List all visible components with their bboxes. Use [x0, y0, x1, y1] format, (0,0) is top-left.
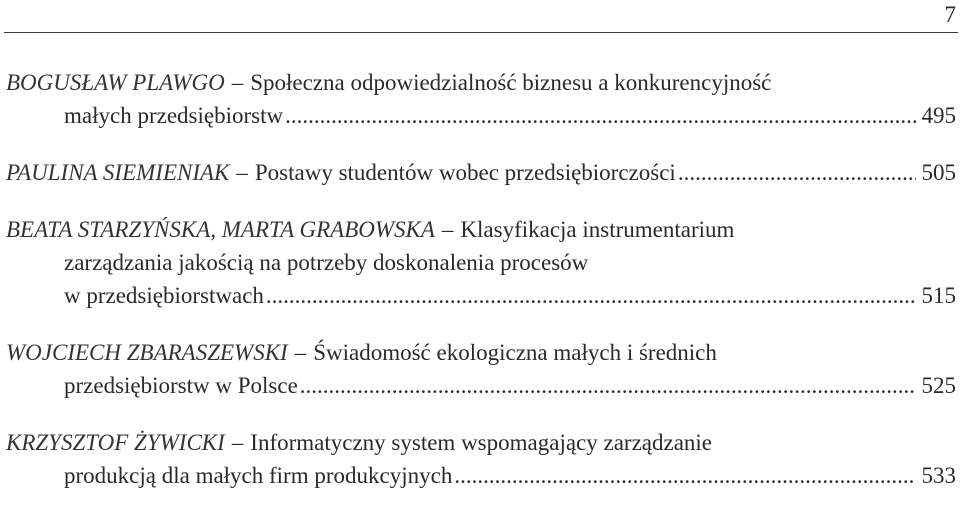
table-of-contents [6, 66, 956, 492]
toc-entry-title: przedsiębiorstw w Polsce [64, 373, 298, 398]
toc-entry-page: 495 [921, 103, 956, 128]
toc-entry-dash: – [236, 160, 248, 185]
toc-leader-dots [678, 156, 916, 189]
toc-entry-title: produkcją dla małych firm produkcyjnych [64, 463, 453, 488]
toc-entry-page: 533 [921, 463, 956, 488]
toc-entry-authors: BOGUSŁAW PLAWGO [6, 70, 225, 95]
toc-entry-dash: – [441, 217, 454, 242]
toc-entry-title: zarządzania jakością na potrzeby doskonalenia procesów [64, 250, 589, 275]
toc-entry[interactable] [6, 213, 956, 312]
header-rule [4, 32, 958, 33]
toc-entry-line [6, 66, 956, 99]
toc-entry-line [6, 99, 956, 132]
toc-entry-line [6, 213, 956, 246]
toc-entry-title: małych przedsiębiorstw [64, 103, 284, 128]
toc-entry-page: 525 [921, 373, 956, 398]
toc-entry-dash: – [231, 430, 244, 455]
toc-entry-line [6, 426, 956, 459]
toc-entry-line [6, 246, 956, 279]
toc-entry[interactable] [6, 156, 956, 189]
toc-entry-title: Postawy studentów wobec przedsiębiorczości [254, 160, 676, 185]
toc-entry-dash: – [231, 70, 244, 95]
toc-entry-dash: – [294, 340, 307, 365]
toc-entry-title: Klasyfikacja instrumentarium [460, 217, 735, 242]
toc-entry-title: Świadomość ekologiczna małych i średnich [313, 340, 717, 365]
toc-entry-page: 515 [921, 283, 956, 308]
toc-entry[interactable] [6, 336, 956, 402]
toc-entry-title: w przedsiębiorstwach [64, 283, 264, 308]
toc-entry-authors: WOJCIECH ZBARASZEWSKI [6, 340, 288, 365]
toc-entry-line [6, 156, 956, 189]
toc-entry-page: 505 [921, 160, 956, 185]
toc-entry[interactable] [6, 66, 956, 132]
toc-entry-line [6, 279, 956, 312]
toc-leader-dots [454, 459, 915, 492]
toc-leader-dots [266, 279, 916, 312]
toc-entry-authors: BEATA STARZYŃSKA, MARTA GRABOWSKA [6, 217, 435, 242]
toc-entry-authors: KRZYSZTOF ŻYWICKI [6, 430, 225, 455]
toc-entry-line [6, 369, 956, 402]
toc-entry-line [6, 459, 956, 492]
toc-leader-dots [285, 99, 915, 132]
toc-entry-title: Społeczna odpowiedzialność biznesu a konkurencyjność [250, 70, 772, 95]
toc-entry-title: Informatyczny system wspomagający zarządzanie [250, 430, 713, 455]
toc-entry-authors: PAULINA SIEMIENIAK [6, 160, 230, 185]
page-number: 7 [944, 2, 956, 27]
toc-leader-dots [300, 369, 916, 402]
toc-entry-line [6, 336, 956, 369]
toc-entry[interactable] [6, 426, 956, 492]
